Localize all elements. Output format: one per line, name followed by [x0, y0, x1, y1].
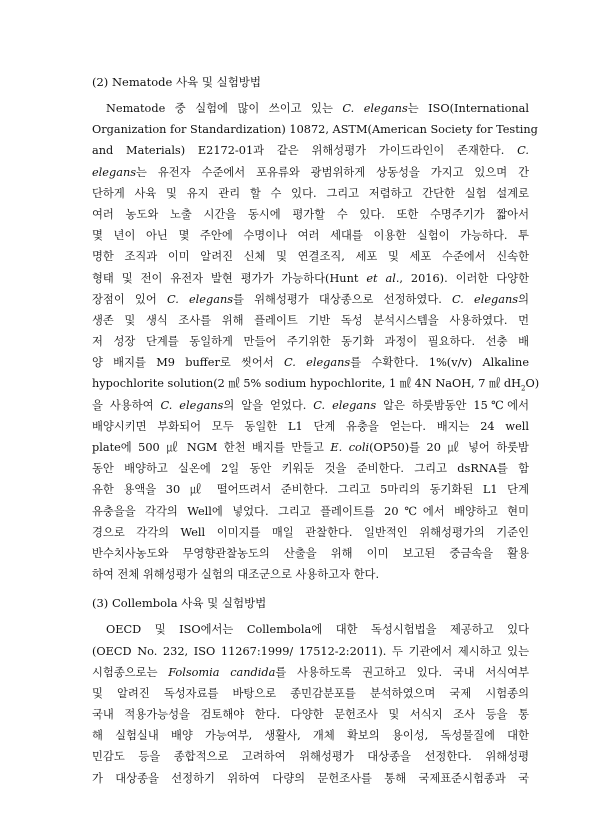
text-line: 저 성장 단계를 동일하게 만들어 주기위한 동기화 과정이 필요하다. 선충 배	[92, 335, 529, 349]
paragraph-collembola	[92, 619, 529, 789]
text-line: 해 실험실내 배양 가능여부, 생활사, 개체 확보의 용이성, 독성물질에 대한	[92, 729, 529, 743]
text-line: 하여 전체 위해성평가 실험의 대조군으로 사용하고자 한다.	[92, 568, 380, 582]
text-line: 생존 및 생식 조사를 위해 플레이트 기반 독성 분석시스템을 사용하였다. 먼	[92, 313, 529, 327]
text-line: 경으로 각각의 Well 이미지를 매일 관찰한다. 일반적인 위해성평가의 기준인	[92, 525, 529, 539]
section-heading-collembola: (3) Collembola 사육 및 실험방법	[92, 596, 267, 611]
text-line: 유한 용액을 30 ㎕ 떨어뜨려서 준비한다. 그리고 5마리의 동기화된 L1 단계	[92, 483, 529, 497]
text-line: Nematode 중 실험에 많이 쓰이고 있는 C. elegans는 ISO(International	[106, 102, 529, 115]
page-content	[92, 72, 540, 797]
text-line: 반수치사농도와 무영향관찰농도의 산출을 위해 이미 보고된 중금속을 활용	[92, 546, 529, 560]
text-line: 을 사용하여 C. elegans의 알을 얻었다. C. elegans 알은 하룻밤동안 15℃에서	[92, 398, 529, 412]
text-line: 가 대상종을 선정하기 위하여 다량의 문헌조사를 통해 국제표준시험종과 국	[92, 771, 529, 785]
text-line: plate에 500 ㎕ NGM 한천 배지를 만들고 E. coli(OP50)를 20 ㎕ 넣어 하룻밤	[92, 441, 529, 454]
text-line: 시험종으로는 Folsomia candida를 사용하도록 권고하고 있다. 국내 서식여부	[92, 665, 529, 679]
text-line: 양 배지를 M9 buffer로 씻어서 C. elegans를 수확한다. 1%(v/v) Alkaline	[92, 356, 530, 370]
text-line: 몇 년이 아닌 몇 주안에 수명이나 여러 세대를 이용한 실험이 가능하다. 투	[92, 229, 529, 243]
text-line: and Materials) E2172-01과 같은 위해성평가 가이드라인이 존재한다. C.	[92, 144, 529, 158]
text-line: 유충을을 각각의 Well에 넣었다. 그리고 플레이트를 20℃에서 배양하고 현미	[92, 504, 529, 518]
text-line: 배양시키면 부화되어 모두 동일한 L1 단계 유충을 얻는다. 배지는 24 well	[92, 419, 529, 433]
text-line: 및 알려진 독성자료를 바탕으로 종민감분포를 분석하였으며 국제 시험종의	[92, 686, 529, 700]
text-line: 여러 농도와 노출 시간을 동시에 평가할 수 있다. 또한 수명주기가 짧아서	[92, 207, 529, 221]
text-line: Organization for Standardization) 10872, ASTM(American Society for Testing	[92, 123, 538, 137]
text-line: 민감도 등을 종합적으로 고려하여 위해성평가 대상종을 선정한다. 위해성평	[92, 750, 529, 764]
text-line: 명한 조직과 이미 알려진 신체 및 연결조직, 세포 및 세포 수준에서 신속한	[92, 250, 529, 264]
section-heading-nematode: (2) Nematode 사육 및 실험방법	[92, 75, 262, 89]
paragraph-nematode	[92, 98, 540, 585]
text-line: (OECD No. 232, ISO 11267:1999/ 17512-2:2011). 두 기관에서 제시하고 있는	[92, 644, 529, 658]
text-line: 장점이 있어 C. elegans를 위해성평가 대상종으로 선정하였다. C. elegans의	[92, 292, 530, 306]
text-line: OECD 및 ISO에서는 Collembola에 대한 독성시험법을 제공하고 있다	[106, 623, 529, 637]
text-line: 단하게 사육 및 유지 관리 할 수 있다. 그리고 저렴하고 간단한 실험 설계로	[92, 186, 529, 200]
text-line: hypochlorite solution(2 ㎖ 5% sodium hypochlorite, 1 ㎖ 4N NaOH, 7 ㎖ $dH_2O$)	[92, 377, 540, 393]
text-line: 국내 적용가능성을 검토해야 한다. 다양한 문헌조사 및 서식지 조사 등을 통	[92, 708, 529, 722]
text-line: elegans는 유전자 수준에서 포유류와 광범위하게 상동성을 가지고 있으며 간	[92, 165, 529, 179]
text-line: 동안 배양하고 실온에 2일 동안 키워둔 것을 준비한다. 그리고 dsRNA를 함	[92, 462, 529, 476]
text-line: 형태 및 전이 유전자 발현 평가가 가능하다(Hunt et al., 2016). 이러한 다양한	[92, 271, 529, 285]
